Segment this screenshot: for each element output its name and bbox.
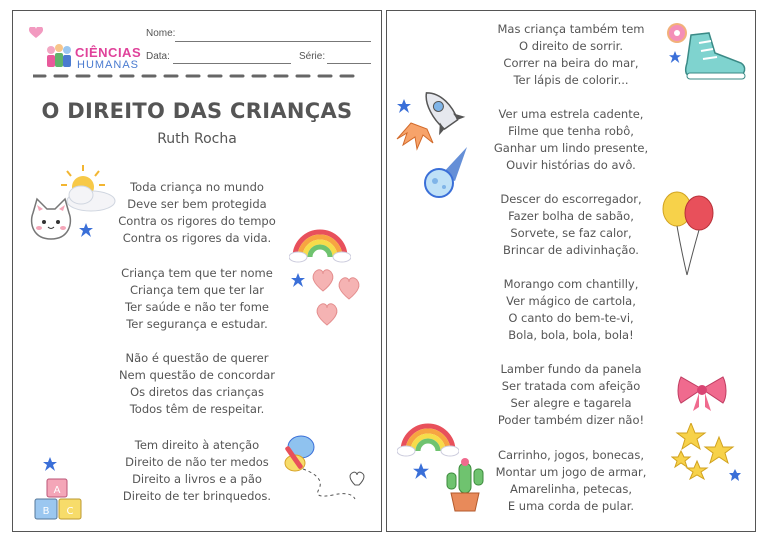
svg-text:B: B [42, 506, 50, 517]
star-icon [291, 273, 305, 287]
heart-icon [29, 27, 43, 39]
svg-text:C: C [66, 506, 74, 517]
verse-line: Nem questão de concordar [118, 368, 276, 382]
verse-line: Filme que tenha robô, [508, 124, 634, 138]
verse-line: Criança tem que ter nome [121, 266, 273, 280]
verse-line: O canto do bem-te-vi, [508, 311, 634, 325]
verse-line: Ter segurança e estudar. [126, 317, 268, 331]
verse-line: Fazer bolha de sabão, [508, 209, 634, 223]
cactus-icon [441, 457, 489, 515]
verse-line: Os diretos das crianças [130, 385, 264, 399]
verse-line: Ver uma estrela cadente, [498, 107, 644, 121]
verse-line: Ganhar um lindo presente, [493, 141, 649, 155]
verse-line: Criança tem que ter lar [129, 283, 264, 297]
poem-title: O DIREITO DAS CRIANÇAS [41, 99, 353, 123]
comet-icon [417, 141, 477, 201]
verse-line: Bola, bola, bola, bola! [508, 328, 634, 342]
stanza [387, 276, 755, 344]
verse-line: Poder também dizer não! [497, 413, 645, 427]
verse-line: Carrinho, jogos, bonecas, [497, 448, 645, 462]
star-icon [43, 457, 57, 471]
verse-line: Brincar de adivinhação. [503, 243, 639, 257]
name-field[interactable] [175, 41, 371, 42]
star-icon [79, 223, 93, 237]
verse-line: Ter lápis de colorir... [513, 73, 629, 87]
poem-author: Ruth Rocha [157, 131, 237, 147]
balloons-icon [657, 189, 719, 279]
verse-line: O direito de sorrir. [519, 39, 623, 53]
verse-line: Amarelinha, petecas, [510, 482, 632, 496]
logo [27, 23, 145, 73]
verse-line: Direito de não ter medos [125, 455, 269, 469]
verse-line: Não é questão de querer [125, 351, 269, 365]
verse-line: Correr na beira do mar, [503, 56, 639, 70]
rainbow-icon [397, 415, 459, 461]
verse-line: Ver mágico de cartola, [506, 294, 636, 308]
hearts-icon [309, 263, 365, 329]
verse-line: Contra os rigores da vida. [122, 231, 272, 245]
star-icon [669, 51, 681, 63]
verse-line: Ser alegre e tagarela [510, 396, 632, 410]
children-icon [43, 41, 75, 73]
logo-title: CIÊNCIAS [75, 45, 142, 60]
date-label: Data: [146, 51, 170, 62]
bow-icon [677, 373, 727, 413]
verse-line: Tem direito à atenção [134, 438, 260, 452]
logo-subtitle: HUMANAS [77, 59, 140, 71]
stanza [13, 350, 381, 418]
verse-line: Todos têm de respeitar. [129, 402, 265, 416]
dashed-divider [33, 74, 363, 78]
verse-line: Direito de ter brinquedos. [122, 489, 272, 503]
verse-line: Mas criança também tem [497, 22, 645, 36]
verse-line: E uma corda de pular. [507, 499, 635, 513]
name-label: Nome: [146, 28, 176, 39]
verse-line: Toda criança no mundo [130, 180, 264, 194]
verse-line: Ouvir histórias do avô. [506, 158, 636, 172]
stars-icon [671, 423, 743, 483]
verse-line: Ser tratada com afeição [501, 379, 641, 393]
verse-line: Ter saúde e não ter fome [125, 300, 269, 314]
cat-icon [27, 197, 75, 243]
verse-line: Morango com chantilly, [503, 277, 639, 291]
svg-text:A: A [53, 485, 61, 496]
verse-line: Lamber fundo da panela [500, 362, 642, 376]
verse-line: Montar um jogo de armar, [495, 465, 647, 479]
verse-line: Sorvete, se faz calor, [510, 226, 632, 240]
verse-line: Direito a livros e a pão [132, 472, 262, 486]
right-page [386, 10, 756, 532]
verse-line: Descer do escorregador, [500, 192, 642, 206]
grade-label: Série: [299, 51, 326, 62]
grade-field[interactable] [327, 63, 371, 64]
date-field[interactable] [173, 63, 291, 64]
toy-blocks-icon [33, 477, 85, 523]
star-icon [413, 463, 429, 479]
left-page [12, 10, 382, 532]
butterfly-icon [275, 429, 371, 509]
sneaker-icon [683, 29, 749, 85]
rainbow-icon [289, 221, 351, 263]
verse-line: Contra os rigores do tempo [118, 214, 276, 228]
verse-line: Deve ser bem protegida [127, 197, 267, 211]
